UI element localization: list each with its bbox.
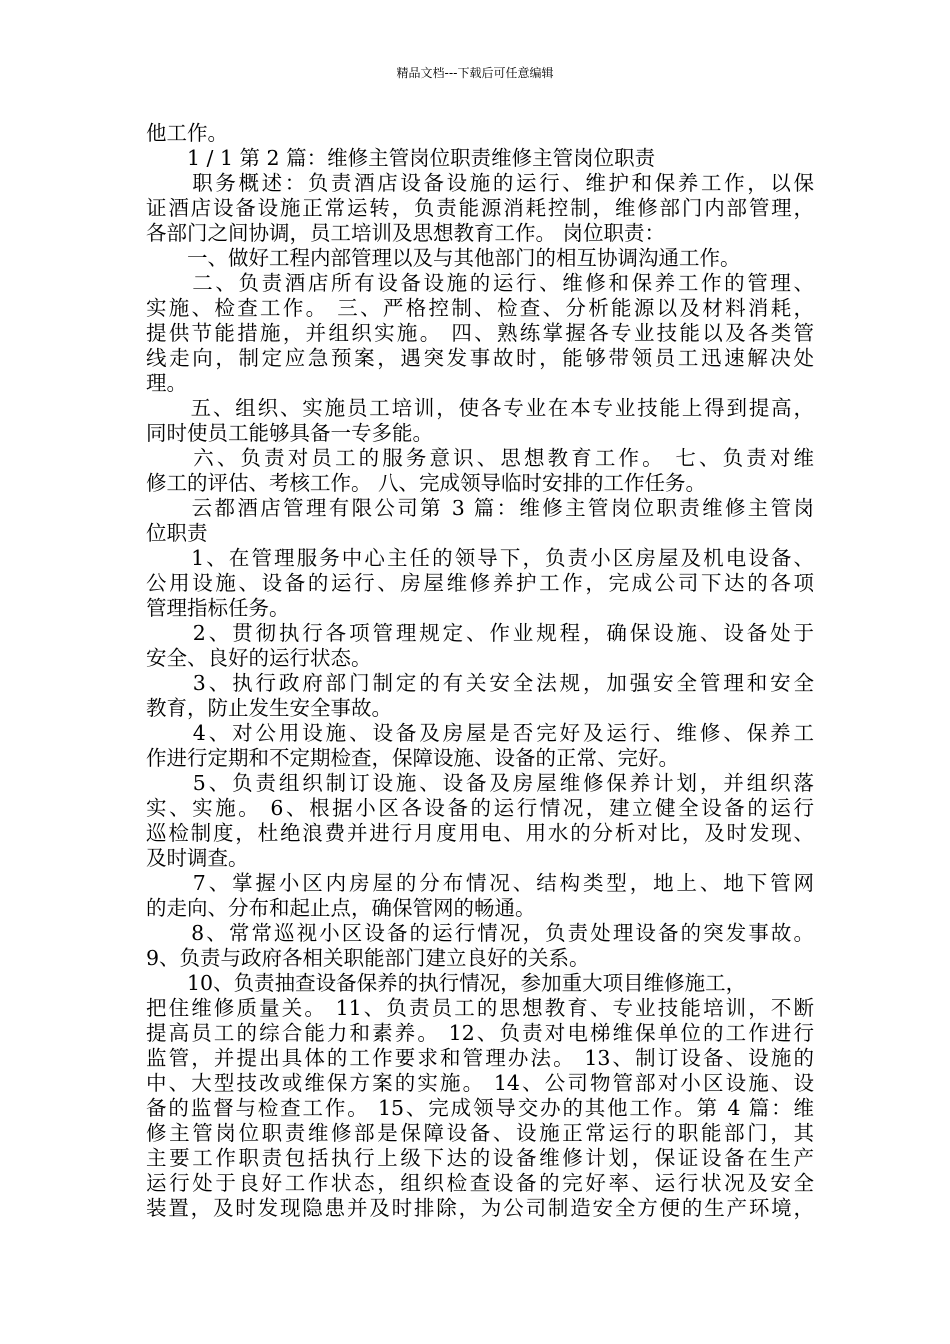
text-line: 提高员工的综合能力和素养。 12、负责对电梯维保单位的工作进行: [146, 1021, 814, 1045]
text-line: 理。: [146, 371, 187, 395]
text-line: 及时调查。: [146, 846, 249, 870]
text-line: 作进行定期和不定期检查，保障设施、设备的正常、完好。: [146, 746, 679, 770]
text-line: 管理指标任务。: [146, 596, 290, 620]
text-line: 同时使员工能够具备一专多能。: [146, 421, 433, 445]
text-line: 各部门之间协调，员工培训及思想教育工作。 岗位职责：: [146, 221, 666, 245]
text-line: 二、负责酒店所有设备设施的运行、维修和保养工作的管理、: [146, 271, 814, 295]
text-line: 公用设施、设备的运行、房屋维修养护工作，完成公司下达的各项: [146, 571, 814, 595]
text-line: 位职责: [146, 521, 208, 545]
text-line: 10、负责抽查设备保养的执行情况，参加重大项目维修施工，: [146, 971, 747, 995]
text-line: 修主管岗位职责维修部是保障设备、设施正常运行的职能部门，其: [146, 1121, 814, 1145]
text-line: 巡检制度，杜绝浪费并进行月度用电、用水的分析对比，及时发现、: [146, 821, 814, 845]
text-line: 备的监督与检查工作。 15、完成领导交办的其他工作。第 4 篇：维: [146, 1096, 814, 1120]
text-line: 主要工作职责包括执行上级下达的设备维修计划，保证设备在生产: [146, 1146, 814, 1170]
text-line: 的走向、分布和起止点，确保管网的畅通。: [146, 896, 536, 920]
text-line: 2、贯彻执行各项管理规定、作业规程，确保设施、设备处于: [146, 621, 814, 645]
text-line: 提供节能措施，并组织实施。 四、熟练掌握各专业技能以及各类管: [146, 321, 814, 345]
text-line: 1 / 1 第 2 篇：维修主管岗位职责维修主管岗位职责: [146, 146, 656, 170]
text-line: 7、掌握小区内房屋的分布情况、结构类型，地上、地下管网: [146, 871, 814, 895]
text-line: 证酒店设备设施正常运转，负责能源消耗控制，维修部门内部管理，: [146, 196, 814, 220]
text-line: 装置，及时发现隐患并及时排除，为公司制造安全方便的生产环境，: [146, 1196, 814, 1220]
text-line: 3、执行政府部门制定的有关安全法规，加强安全管理和安全: [146, 671, 814, 695]
text-line: 五、组织、实施员工培训，使各专业在本专业技能上得到提高，: [146, 396, 814, 420]
text-line: 实、实施。 6、根据小区各设备的运行情况，建立健全设备的运行: [146, 796, 814, 820]
document-body: [146, 121, 814, 1221]
text-line: 安全、良好的运行状态。: [146, 646, 372, 670]
text-line: 他工作。: [146, 121, 228, 145]
text-line: 4、对公用设施、设备及房屋是否完好及运行、维修、保养工: [146, 721, 814, 745]
text-line: 实施、检查工作。 三、严格控制、检查、分析能源以及材料消耗，: [146, 296, 814, 320]
text-line: 职务概述：负责酒店设备设施的运行、维护和保养工作，以保: [146, 171, 814, 195]
text-line: 线走向，制定应急预案，遇突发事故时，能够带领员工迅速解决处: [146, 346, 814, 370]
text-line: 六、负责对员工的服务意识、思想教育工作。 七、负责对维: [146, 446, 814, 470]
text-line: 8、常常巡视小区设备的运行情况，负责处理设备的突发事故。: [146, 921, 814, 945]
page-header: 精品文档---下载后可任意编辑: [396, 66, 554, 80]
text-line: 5、负责组织制订设施、设备及房屋维修保养计划，并组织落: [146, 771, 814, 795]
text-line: 把住维修质量关。 11、负责员工的思想教育、专业技能培训，不断: [146, 996, 814, 1020]
text-line: 监管，并提出具体的工作要求和管理办法。 13、制订设备、设施的: [146, 1046, 814, 1070]
text-line: 云都酒店管理有限公司第 3 篇：维修主管岗位职责维修主管岗: [146, 496, 814, 520]
text-line: 教育，防止发生安全事故。: [146, 696, 392, 720]
text-line: 运行处于良好工作状态，组织检查设备的完好率、运行状况及安全: [146, 1171, 814, 1195]
text-line: 1、在管理服务中心主任的领导下，负责小区房屋及机电设备、: [146, 546, 814, 570]
text-line: 一、做好工程内部管理以及与其他部门的相互协调沟通工作。: [146, 246, 741, 270]
text-line: 中、大型技改或维保方案的实施。 14、公司物管部对小区设施、设: [146, 1071, 814, 1095]
text-line: 9、负责与政府各相关职能部门建立良好的关系。: [146, 946, 590, 970]
text-line: 修工的评估、考核工作。 八、完成领导临时安排的工作任务。: [146, 471, 707, 495]
